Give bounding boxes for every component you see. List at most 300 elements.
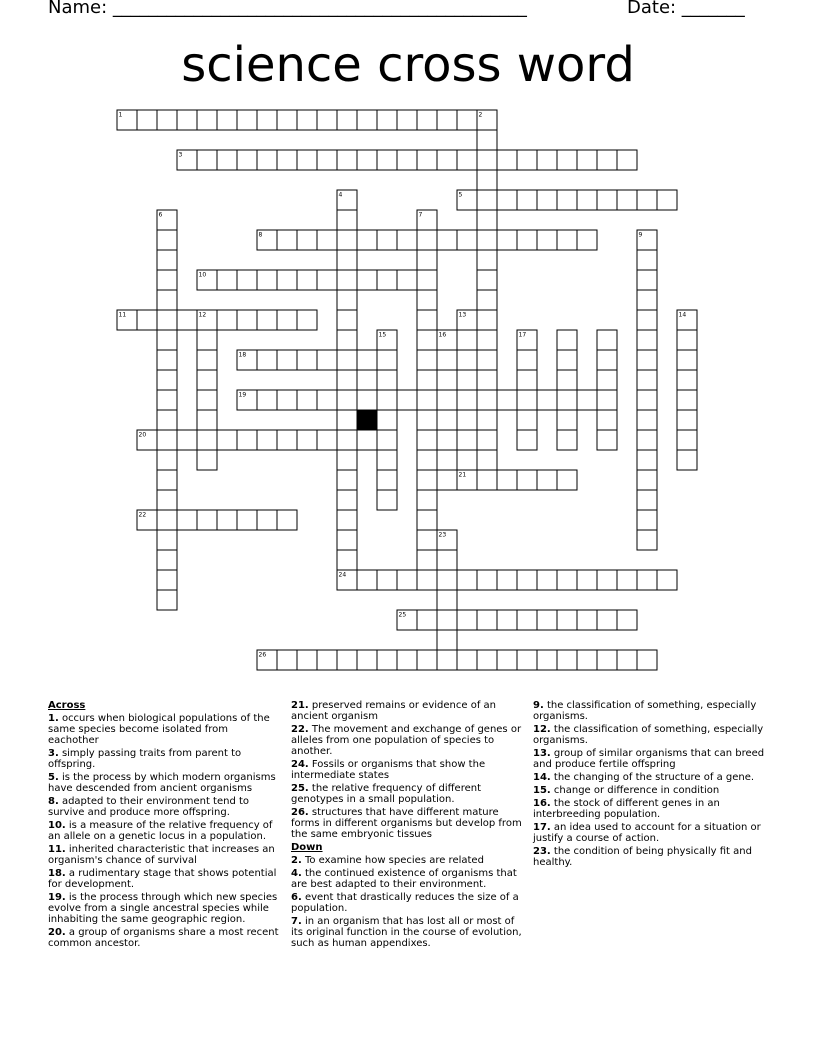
grid-cell[interactable]: [477, 150, 497, 170]
grid-cell[interactable]: [637, 190, 657, 210]
grid-cell[interactable]: [337, 250, 357, 270]
grid-cell[interactable]: [637, 390, 657, 410]
grid-cell[interactable]: [377, 390, 397, 410]
grid-cell[interactable]: [517, 370, 537, 390]
grid-cell[interactable]: [537, 610, 557, 630]
grid-cell[interactable]: [597, 410, 617, 430]
grid-cell[interactable]: [437, 590, 457, 610]
grid-cell[interactable]: [557, 150, 577, 170]
grid-cell[interactable]: [397, 390, 417, 410]
grid-cell[interactable]: [617, 610, 637, 630]
grid-cell[interactable]: [277, 390, 297, 410]
grid-cell[interactable]: [417, 430, 437, 450]
grid-cell[interactable]: [557, 470, 577, 490]
grid-cell[interactable]: [637, 430, 657, 450]
grid-cell[interactable]: [457, 430, 477, 450]
grid-cell[interactable]: [557, 390, 577, 410]
grid-cell[interactable]: [357, 230, 377, 250]
grid-cell[interactable]: [337, 110, 357, 130]
grid-cell[interactable]: [457, 150, 477, 170]
grid-cell[interactable]: [397, 110, 417, 130]
grid-cell[interactable]: [337, 650, 357, 670]
grid-cell[interactable]: [437, 410, 457, 430]
grid-cell[interactable]: [277, 650, 297, 670]
grid-cell[interactable]: [377, 470, 397, 490]
grid-cell[interactable]: [377, 370, 397, 390]
grid-cell[interactable]: [517, 430, 537, 450]
grid-cell[interactable]: [437, 110, 457, 130]
grid-cell[interactable]: [457, 330, 477, 350]
grid-cell[interactable]: [477, 650, 497, 670]
grid-cell[interactable]: [417, 110, 437, 130]
grid-cell[interactable]: [537, 650, 557, 670]
grid-cell[interactable]: [157, 250, 177, 270]
grid-cell[interactable]: [477, 270, 497, 290]
grid-cell[interactable]: [397, 230, 417, 250]
grid-cell[interactable]: [337, 530, 357, 550]
grid-cell[interactable]: [677, 330, 697, 350]
grid-cell[interactable]: [217, 150, 237, 170]
grid-cell[interactable]: [417, 270, 437, 290]
grid-cell[interactable]: [277, 270, 297, 290]
grid-cell[interactable]: [257, 430, 277, 450]
grid-cell[interactable]: [317, 650, 337, 670]
grid-cell[interactable]: [317, 270, 337, 290]
grid-cell[interactable]: [197, 510, 217, 530]
grid-cell[interactable]: [157, 410, 177, 430]
grid-cell[interactable]: [677, 410, 697, 430]
grid-cell[interactable]: [257, 150, 277, 170]
grid-cell[interactable]: [157, 450, 177, 470]
grid-cell[interactable]: [337, 390, 357, 410]
clue-item-text: event that drastically reduces the size of a population.: [291, 892, 519, 914]
grid-cell[interactable]: [677, 350, 697, 370]
grid-cell[interactable]: [417, 650, 437, 670]
grid-cell[interactable]: [557, 570, 577, 590]
grid-cell[interactable]: [437, 550, 457, 570]
grid-cell[interactable]: [497, 610, 517, 630]
grid-cell[interactable]: [337, 370, 357, 390]
grid-cell[interactable]: [157, 270, 177, 290]
grid-cell[interactable]: [157, 310, 177, 330]
grid-cell[interactable]: [457, 390, 477, 410]
grid-cell[interactable]: [637, 470, 657, 490]
grid-cell[interactable]: [497, 230, 517, 250]
grid-cell[interactable]: [537, 570, 557, 590]
grid-cell[interactable]: [397, 150, 417, 170]
grid-cell[interactable]: [337, 470, 357, 490]
grid-cell[interactable]: [237, 310, 257, 330]
grid-cell[interactable]: [437, 650, 457, 670]
grid-cell[interactable]: [277, 230, 297, 250]
grid-cell[interactable]: [597, 330, 617, 350]
grid-cell[interactable]: [557, 370, 577, 390]
grid-cell[interactable]: [357, 150, 377, 170]
grid-cell[interactable]: [577, 610, 597, 630]
grid-cell[interactable]: [157, 230, 177, 250]
grid-cell[interactable]: [617, 650, 637, 670]
grid-cell[interactable]: [597, 650, 617, 670]
grid-cell[interactable]: [417, 330, 437, 350]
grid-cell[interactable]: [417, 530, 437, 550]
grid-cell[interactable]: [257, 270, 277, 290]
grid-cell[interactable]: [337, 150, 357, 170]
grid-cell[interactable]: [517, 190, 537, 210]
grid-cell[interactable]: [537, 390, 557, 410]
grid-cell[interactable]: [477, 230, 497, 250]
grid-cell[interactable]: [457, 650, 477, 670]
grid-cell[interactable]: [497, 390, 517, 410]
grid-cell[interactable]: [417, 450, 437, 470]
grid-cell[interactable]: [637, 510, 657, 530]
grid-cell[interactable]: [477, 290, 497, 310]
grid-cell[interactable]: [297, 430, 317, 450]
grid-cell[interactable]: [377, 450, 397, 470]
grid-cell[interactable]: [397, 270, 417, 290]
grid-cell[interactable]: [457, 370, 477, 390]
grid-cell[interactable]: [477, 190, 497, 210]
grid-cell[interactable]: [517, 410, 537, 430]
grid-cell[interactable]: [257, 310, 277, 330]
grid-cell[interactable]: [197, 430, 217, 450]
clue-item-text: simply passing traits from parent to offspring.: [48, 748, 242, 770]
grid-cell[interactable]: [337, 410, 357, 430]
grid-cell[interactable]: [297, 650, 317, 670]
grid-cell[interactable]: [377, 110, 397, 130]
grid-cell[interactable]: [217, 430, 237, 450]
grid-cell[interactable]: [637, 310, 657, 330]
grid-cell[interactable]: [217, 270, 237, 290]
grid-cell[interactable]: [457, 570, 477, 590]
grid-cell[interactable]: [497, 190, 517, 210]
grid-cell[interactable]: [297, 270, 317, 290]
grid-cell[interactable]: [417, 350, 437, 370]
grid-cell[interactable]: [217, 510, 237, 530]
grid-cell[interactable]: [477, 170, 497, 190]
grid-cell[interactable]: [477, 450, 497, 470]
grid-cell[interactable]: [257, 390, 277, 410]
grid-cell[interactable]: [457, 110, 477, 130]
grid-cell[interactable]: [437, 350, 457, 370]
grid-cell[interactable]: [437, 610, 457, 630]
grid-cell[interactable]: [637, 290, 657, 310]
grid-cell[interactable]: [157, 110, 177, 130]
grid-cell[interactable]: [417, 570, 437, 590]
grid-cell[interactable]: [557, 330, 577, 350]
grid-cell[interactable]: [217, 110, 237, 130]
grid-cell[interactable]: [297, 230, 317, 250]
grid-cell[interactable]: [337, 210, 357, 230]
grid-cell[interactable]: [597, 570, 617, 590]
grid-cell[interactable]: [157, 570, 177, 590]
grid-cell[interactable]: [417, 390, 437, 410]
grid-cell[interactable]: [237, 270, 257, 290]
grid-cell[interactable]: [317, 430, 337, 450]
grid-cell[interactable]: [497, 650, 517, 670]
grid-cell[interactable]: [637, 490, 657, 510]
grid-cell[interactable]: [637, 250, 657, 270]
grid-cell[interactable]: [157, 470, 177, 490]
grid-cell[interactable]: [157, 510, 177, 530]
grid-cell[interactable]: [237, 430, 257, 450]
grid-cell[interactable]: [237, 150, 257, 170]
grid-cell[interactable]: [377, 230, 397, 250]
grid-cell[interactable]: [597, 150, 617, 170]
grid-cell[interactable]: [617, 190, 637, 210]
grid-cell[interactable]: [377, 430, 397, 450]
grid-cell[interactable]: [157, 550, 177, 570]
grid-cell[interactable]: [417, 150, 437, 170]
grid-cell[interactable]: [197, 370, 217, 390]
grid-cell[interactable]: [417, 610, 437, 630]
grid-cell[interactable]: [477, 370, 497, 390]
grid-cell[interactable]: [477, 210, 497, 230]
grid-cell[interactable]: [557, 350, 577, 370]
grid-cell[interactable]: [337, 290, 357, 310]
grid-cell[interactable]: [617, 150, 637, 170]
grid-cell[interactable]: [137, 310, 157, 330]
grid-cell[interactable]: [357, 270, 377, 290]
grid-cell[interactable]: [257, 350, 277, 370]
grid-cell[interactable]: [457, 410, 477, 430]
grid-cell[interactable]: [357, 350, 377, 370]
grid-cell[interactable]: [477, 570, 497, 590]
grid-cell[interactable]: [217, 310, 237, 330]
grid-cell[interactable]: [297, 150, 317, 170]
grid-cell[interactable]: [337, 230, 357, 250]
grid-cell[interactable]: [417, 230, 437, 250]
grid-cell[interactable]: [637, 330, 657, 350]
grid-cell[interactable]: [197, 150, 217, 170]
grid-cell[interactable]: [377, 270, 397, 290]
grid-cell[interactable]: [377, 410, 397, 430]
grid-cell[interactable]: [157, 490, 177, 510]
grid-cell[interactable]: [637, 410, 657, 430]
grid-cell[interactable]: [417, 310, 437, 330]
grid-cell[interactable]: [597, 350, 617, 370]
grid-cell[interactable]: [577, 230, 597, 250]
grid-cell[interactable]: [577, 150, 597, 170]
grid-cell[interactable]: [337, 310, 357, 330]
grid-cell[interactable]: [417, 550, 437, 570]
grid-cell[interactable]: [677, 390, 697, 410]
grid-cell[interactable]: [277, 510, 297, 530]
grid-cell[interactable]: [437, 430, 457, 450]
grid-cell[interactable]: [477, 130, 497, 150]
grid-cell[interactable]: [637, 450, 657, 470]
grid-cell[interactable]: [337, 350, 357, 370]
grid-cell[interactable]: [517, 150, 537, 170]
grid-cell[interactable]: [577, 570, 597, 590]
grid-cell[interactable]: [657, 190, 677, 210]
grid-cell[interactable]: [517, 350, 537, 370]
grid-cell[interactable]: [517, 230, 537, 250]
clue-item-number: 3.: [48, 748, 59, 759]
grid-cell[interactable]: [497, 570, 517, 590]
grid-cell[interactable]: [177, 310, 197, 330]
grid-cell[interactable]: [157, 350, 177, 370]
grid-cell[interactable]: [197, 110, 217, 130]
grid-cell[interactable]: [337, 490, 357, 510]
grid-cell[interactable]: [177, 510, 197, 530]
grid-cell[interactable]: [437, 370, 457, 390]
grid-cell[interactable]: [457, 610, 477, 630]
grid-cell[interactable]: [317, 110, 337, 130]
grid-cell[interactable]: [517, 570, 537, 590]
grid-cell[interactable]: [377, 570, 397, 590]
grid-cell[interactable]: [597, 370, 617, 390]
grid-cell[interactable]: [557, 230, 577, 250]
grid-cell[interactable]: [677, 370, 697, 390]
grid-cell[interactable]: [637, 530, 657, 550]
grid-cell[interactable]: [377, 490, 397, 510]
grid-cell[interactable]: [477, 610, 497, 630]
grid-cell[interactable]: [317, 390, 337, 410]
grid-cell[interactable]: [637, 370, 657, 390]
grid-cell[interactable]: [317, 350, 337, 370]
grid-cell[interactable]: [477, 430, 497, 450]
grid-cell[interactable]: [197, 330, 217, 350]
grid-cell[interactable]: [657, 570, 677, 590]
grid-cell[interactable]: [197, 390, 217, 410]
grid-cell[interactable]: [517, 650, 537, 670]
grid-cell[interactable]: [417, 510, 437, 530]
grid-cell[interactable]: [197, 410, 217, 430]
grid-cell[interactable]: [677, 430, 697, 450]
grid-cell[interactable]: [517, 390, 537, 410]
grid-cell[interactable]: [557, 610, 577, 630]
grid-cell[interactable]: [637, 350, 657, 370]
grid-cell[interactable]: [617, 570, 637, 590]
grid-cell[interactable]: [157, 330, 177, 350]
grid-cell[interactable]: [437, 470, 457, 490]
grid-cell[interactable]: [157, 390, 177, 410]
grid-cell[interactable]: [417, 290, 437, 310]
grid-cell[interactable]: [437, 630, 457, 650]
grid-cell[interactable]: [477, 470, 497, 490]
grid-cell[interactable]: [437, 150, 457, 170]
grid-cell[interactable]: [337, 510, 357, 530]
grid-cell[interactable]: [257, 110, 277, 130]
grid-cell[interactable]: [417, 490, 437, 510]
grid-cell[interactable]: [577, 650, 597, 670]
grid-cell[interactable]: [677, 450, 697, 470]
grid-cell[interactable]: [397, 570, 417, 590]
grid-cell[interactable]: [277, 430, 297, 450]
grid-cell[interactable]: [477, 330, 497, 350]
grid-cell[interactable]: [537, 470, 557, 490]
grid-cell[interactable]: [477, 410, 497, 430]
grid-cell[interactable]: [477, 390, 497, 410]
grid-cell[interactable]: [477, 350, 497, 370]
grid-cell[interactable]: [337, 270, 357, 290]
grid-cell[interactable]: [437, 390, 457, 410]
grid-cell[interactable]: [297, 310, 317, 330]
grid-cell[interactable]: [557, 650, 577, 670]
grid-cell[interactable]: [517, 610, 537, 630]
grid-cell[interactable]: [417, 410, 437, 430]
grid-cell[interactable]: [197, 350, 217, 370]
grid-cell[interactable]: [337, 430, 357, 450]
grid-cell[interactable]: [157, 370, 177, 390]
grid-cell[interactable]: [137, 110, 157, 130]
grid-cell[interactable]: [297, 390, 317, 410]
grid-cell[interactable]: [597, 430, 617, 450]
grid-cell[interactable]: [297, 110, 317, 130]
grid-cell[interactable]: [377, 150, 397, 170]
grid-cell[interactable]: [597, 190, 617, 210]
grid-cell[interactable]: [337, 550, 357, 570]
grid-cell[interactable]: [317, 150, 337, 170]
grid-cell[interactable]: [477, 310, 497, 330]
grid-cell[interactable]: [277, 150, 297, 170]
grid-cell[interactable]: [277, 310, 297, 330]
grid-cell[interactable]: [637, 270, 657, 290]
grid-cell[interactable]: [397, 650, 417, 670]
grid-cell[interactable]: [357, 110, 377, 130]
grid-cell[interactable]: [237, 110, 257, 130]
grid-cell[interactable]: [337, 330, 357, 350]
grid-cell[interactable]: [377, 350, 397, 370]
grid-cell[interactable]: [377, 650, 397, 670]
grid-cell[interactable]: [637, 570, 657, 590]
grid-cell[interactable]: [557, 410, 577, 430]
grid-cell[interactable]: [357, 390, 377, 410]
grid-cell[interactable]: [457, 230, 477, 250]
grid-cell[interactable]: [417, 370, 437, 390]
grid-cell[interactable]: [157, 430, 177, 450]
grid-cell[interactable]: [597, 390, 617, 410]
grid-cell[interactable]: [597, 610, 617, 630]
grid-cell[interactable]: [317, 230, 337, 250]
grid-cell[interactable]: [497, 150, 517, 170]
grid-cell[interactable]: [357, 430, 377, 450]
grid-cell[interactable]: [637, 650, 657, 670]
grid-cell[interactable]: [537, 150, 557, 170]
grid-cell[interactable]: [437, 450, 457, 470]
grid-cell[interactable]: [157, 590, 177, 610]
clue-item: [533, 822, 765, 844]
grid-cell[interactable]: [157, 530, 177, 550]
grid-cell[interactable]: [457, 350, 477, 370]
grid-cell[interactable]: [297, 350, 317, 370]
grid-cell[interactable]: [197, 450, 217, 470]
grid-cell[interactable]: [417, 470, 437, 490]
grid-cell[interactable]: [497, 470, 517, 490]
grid-cell[interactable]: [437, 230, 457, 250]
grid-cell[interactable]: [357, 570, 377, 590]
grid-cell[interactable]: [517, 470, 537, 490]
grid-cell[interactable]: [437, 570, 457, 590]
grid-cell[interactable]: [277, 110, 297, 130]
grid-cell[interactable]: [277, 350, 297, 370]
grid-cell[interactable]: [577, 190, 597, 210]
grid-cell[interactable]: [417, 250, 437, 270]
grid-cell[interactable]: [177, 110, 197, 130]
grid-cell[interactable]: [477, 250, 497, 270]
grid-cell[interactable]: [557, 190, 577, 210]
grid-cell[interactable]: [537, 190, 557, 210]
grid-cell[interactable]: [337, 450, 357, 470]
grid-cell[interactable]: [177, 430, 197, 450]
grid-cell[interactable]: [537, 230, 557, 250]
grid-cell[interactable]: [157, 290, 177, 310]
grid-cell[interactable]: [577, 390, 597, 410]
grid-cell[interactable]: [357, 650, 377, 670]
grid-cell[interactable]: [237, 510, 257, 530]
grid-cell[interactable]: [257, 510, 277, 530]
grid-cell[interactable]: [557, 430, 577, 450]
